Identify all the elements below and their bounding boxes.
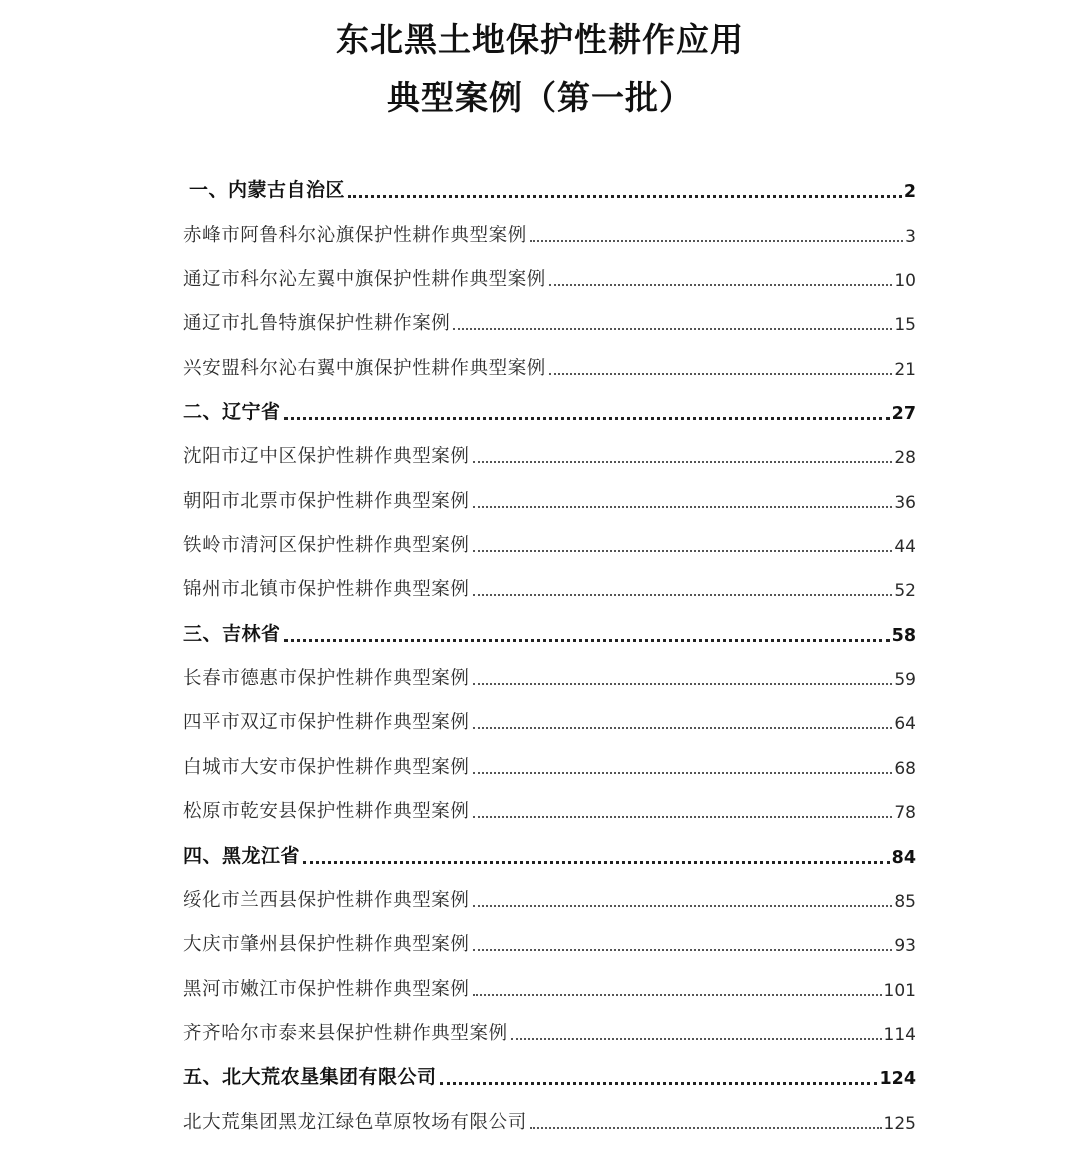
toc-entry[interactable]: [183, 521, 916, 565]
toc-entry-label: 铁岭市清河区保护性耕作典型案例: [183, 535, 470, 557]
dot-leader: [473, 506, 893, 508]
toc-page-number: 84: [891, 847, 916, 868]
toc-entry[interactable]: [183, 476, 916, 520]
toc-entry[interactable]: [183, 343, 916, 387]
toc-entry-label: 松原市乾安县保护性耕作典型案例: [183, 801, 470, 823]
dot-leader: [473, 816, 893, 818]
table-of-contents: [183, 166, 916, 1142]
dot-leader: [473, 461, 893, 463]
toc-entry[interactable]: [183, 920, 916, 964]
toc-entry[interactable]: [183, 432, 916, 476]
toc-entry-label: 黑河市嫩江市保护性耕作典型案例: [183, 978, 470, 1000]
toc-page-number: 78: [894, 803, 916, 824]
toc-section-label: 二、辽宁省: [183, 401, 281, 424]
toc-entry-label: 通辽市扎鲁特旗保护性耕作案例: [183, 313, 451, 335]
toc-entry-label: 白城市大安市保护性耕作典型案例: [183, 756, 470, 778]
toc-section-heading[interactable]: [183, 388, 916, 432]
toc-entry[interactable]: [183, 964, 916, 1008]
toc-page-number: 114: [883, 1024, 916, 1045]
toc-page-number: 93: [894, 936, 916, 957]
toc-entry-label: 朝阳市北票市保护性耕作典型案例: [183, 490, 470, 512]
toc-page-number: 10: [894, 271, 916, 292]
toc-page-number: 68: [894, 758, 916, 779]
toc-entry-label: 沈阳市辽中区保护性耕作典型案例: [183, 446, 470, 468]
dot-leader: [473, 905, 893, 907]
toc-page-number: 44: [894, 537, 916, 558]
toc-entry[interactable]: [183, 210, 916, 254]
toc-section-label: 五、北大荒农垦集团有限公司: [183, 1066, 437, 1089]
toc-section-heading[interactable]: [183, 831, 916, 875]
toc-entry[interactable]: [183, 698, 916, 742]
toc-section-label: 一、内蒙古自治区: [189, 179, 346, 202]
toc-page-number: 15: [894, 315, 916, 336]
toc-page-number: 58: [891, 625, 916, 646]
toc-entry[interactable]: [183, 255, 916, 299]
toc-page-number: 36: [894, 492, 916, 513]
dot-leader: [473, 683, 893, 685]
document-title-line-2: 典型案例（第一批）: [387, 78, 693, 117]
toc-section-label: 三、吉林省: [183, 622, 281, 645]
dot-leader: [303, 861, 890, 864]
toc-entry-label: 兴安盟科尔沁右翼中旗保护性耕作典型案例: [183, 357, 546, 379]
toc-entry[interactable]: [183, 787, 916, 831]
dot-leader: [453, 328, 892, 330]
toc-entry-label: 绥化市兰西县保护性耕作典型案例: [183, 889, 470, 911]
dot-leader: [549, 284, 892, 286]
toc-section-label: 四、黑龙江省: [183, 844, 301, 867]
dot-leader: [473, 594, 893, 596]
toc-page-number: 3: [905, 226, 916, 247]
toc-entry[interactable]: [183, 742, 916, 786]
toc-entry[interactable]: [183, 299, 916, 343]
dot-leader: [473, 994, 882, 996]
toc-entry[interactable]: [183, 876, 916, 920]
toc-entry[interactable]: [183, 1009, 916, 1053]
dot-leader: [284, 639, 890, 642]
toc-page-number: 124: [879, 1069, 916, 1090]
dot-leader: [549, 373, 892, 375]
toc-entry-label: 锦州市北镇市保护性耕作典型案例: [183, 579, 470, 601]
toc-entry-label: 赤峰市阿鲁科尔沁旗保护性耕作典型案例: [183, 224, 527, 246]
toc-page-number: 59: [894, 670, 916, 691]
dot-leader: [348, 195, 902, 198]
toc-page-number: 52: [894, 581, 916, 602]
toc-page-number: 28: [894, 448, 916, 469]
toc-page-number: 64: [894, 714, 916, 735]
toc-page-number: 27: [891, 404, 916, 425]
dot-leader: [530, 1127, 882, 1129]
toc-page-number: 2: [903, 182, 916, 203]
dot-leader: [473, 727, 893, 729]
toc-entry-label: 长春市德惠市保护性耕作典型案例: [183, 668, 470, 690]
toc-entry[interactable]: [183, 1097, 916, 1141]
dot-leader: [530, 240, 903, 242]
toc-section-heading[interactable]: [183, 1053, 916, 1097]
dot-leader: [511, 1038, 882, 1040]
dot-leader: [473, 949, 893, 951]
toc-entry-label: 四平市双辽市保护性耕作典型案例: [183, 712, 470, 734]
dot-leader: [473, 550, 893, 552]
toc-page-number: 85: [894, 891, 916, 912]
dot-leader: [473, 772, 893, 774]
toc-entry-label: 大庆市肇州县保护性耕作典型案例: [183, 934, 470, 956]
toc-entry[interactable]: [183, 565, 916, 609]
toc-section-heading[interactable]: [183, 166, 916, 210]
toc-section-heading[interactable]: [183, 609, 916, 653]
toc-entry[interactable]: [183, 654, 916, 698]
toc-entry-label: 齐齐哈尔市泰来县保护性耕作典型案例: [183, 1022, 508, 1044]
toc-page-number: 125: [883, 1113, 916, 1134]
toc-entry-label: 北大荒集团黑龙江绿色草原牧场有限公司: [183, 1111, 527, 1133]
document-title-line-1: 东北黑土地保护性耕作应用: [336, 20, 744, 59]
toc-entry-label: 通辽市科尔沁左翼中旗保护性耕作典型案例: [183, 269, 546, 291]
dot-leader: [284, 417, 890, 420]
toc-page-number: 21: [894, 359, 916, 380]
toc-page-number: 101: [883, 980, 916, 1001]
dot-leader: [440, 1082, 878, 1085]
